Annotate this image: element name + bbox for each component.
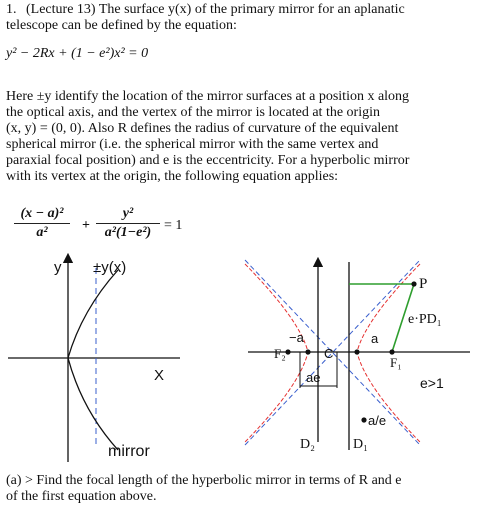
left-pm-label: ±y(x) [93,259,127,276]
para-line1: Here ±y identify the location of the mirror surfaces at a position x along [6,89,410,104]
para-line2: the optical axis, and the vertex of the mirror is located at the origin [6,105,380,120]
eq2-equals: = 1 [164,218,183,233]
label-F2: F₂ [274,346,286,361]
point-F2 [285,349,290,354]
label-e-gt-1: e>1 [420,375,444,391]
question-line2: of the first equation above. [6,489,157,504]
para-line4: spherical mirror (i.e. the spherical mirror with the same vertex and [6,137,379,152]
label-a: a [371,331,379,346]
question-line1: (a) > Find the focal length of the hyperbolic mirror in terms of R and e [6,473,402,488]
label-ae: ae [306,370,321,385]
label-D2: D₂ [300,437,315,452]
label-ePD1: e·PD₁ [408,312,442,327]
label-minus-a: −a [289,330,304,345]
hyperbola-right-branch [357,264,420,442]
point-P [411,281,416,286]
label-P: P [419,276,428,292]
label-a-over-e: a/e [368,413,387,428]
point-a-over-e [361,417,366,422]
problem-title-line2: telescope can be defined by the equation: [6,18,237,33]
eq2-num1: (x − a)² [20,206,64,221]
mirror-label: mirror [108,443,150,460]
para-line5: paraxial focal position) and e is the eccentricity. For a hyperbolic mirror [6,153,410,168]
problem-title-line1: (Lecture 13) The surface y(x) of the primary mirror for an aplanatic [26,2,405,17]
eq2-num2: y² [122,206,134,221]
point-F1 [389,349,394,354]
equation-1: y² − 2Rx + (1 − e²)x² = 0 [6,46,149,61]
eq2-den1: a² [36,225,48,240]
para-line6: with its vertex at the origin, the following equation applies: [6,169,339,184]
label-C: C [324,346,334,361]
eq2-den2: a²(1−e²) [104,225,152,240]
label-D1: D₁ [353,437,368,452]
para-line3: (x, y) = (0, 0). Also R defines the radius of curvature of the equivalent [6,121,399,136]
problem-number: 1. [6,2,17,17]
eq2-plus: + [82,218,90,233]
left-y-label: y [54,259,62,276]
point-a [354,349,359,354]
point-minus-a [305,349,310,354]
label-F1: F₁ [390,355,402,370]
left-x-label: X [154,367,165,384]
